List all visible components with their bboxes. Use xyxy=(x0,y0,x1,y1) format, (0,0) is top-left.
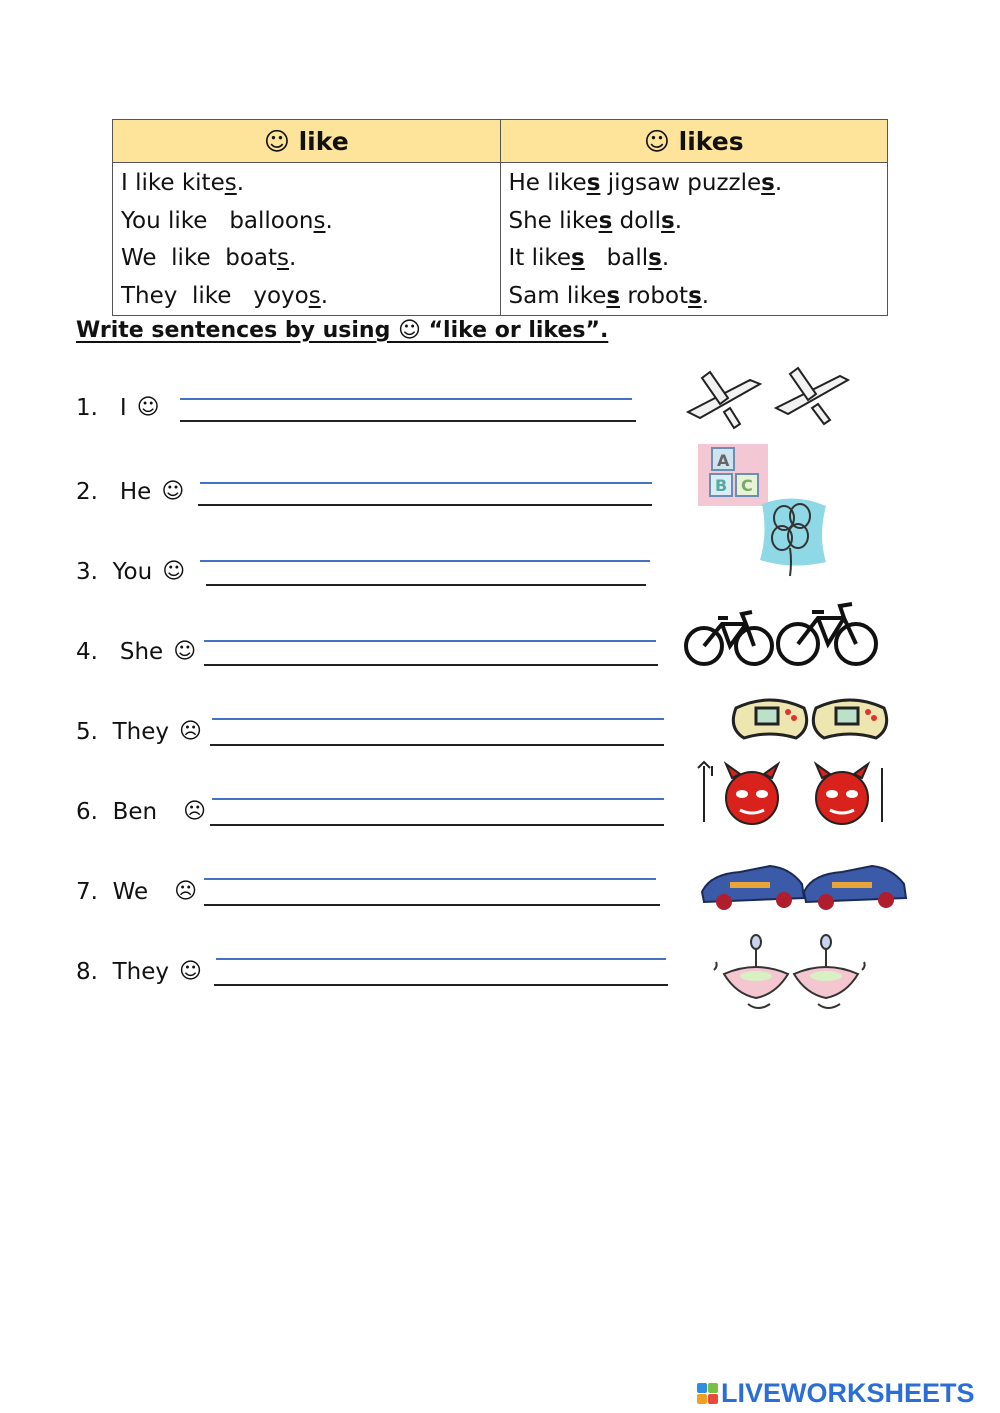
frown-icon: ☹ xyxy=(183,799,207,824)
smiley-icon: ☺ xyxy=(136,395,160,420)
smiley-icon: ☺ xyxy=(263,126,290,156)
answer-line xyxy=(198,482,652,506)
answer-line xyxy=(204,882,660,906)
example-sentence: They like yoyos. xyxy=(121,282,329,309)
instruction-heading: Write sentences by using ☺ “like or likes”. xyxy=(76,318,609,343)
liveworksheets-logo-icon xyxy=(697,1383,718,1404)
smiley-icon: ☺ xyxy=(643,126,670,156)
question-label: 6. Ben ☹ xyxy=(76,799,207,825)
question-row-1 xyxy=(76,362,676,422)
smiley-icon: ☺ xyxy=(161,479,185,504)
header-likes-word: likes xyxy=(678,126,744,156)
example-sentence: He likes jigsaw puzzles. xyxy=(508,170,783,196)
smiley-icon: ☺ xyxy=(162,559,186,584)
like-examples-cell xyxy=(113,163,501,316)
answer-line xyxy=(210,722,664,746)
question-label: 8. They ☺ xyxy=(76,959,202,985)
question-row-2 xyxy=(76,446,676,506)
svg-text:A: A xyxy=(717,451,730,470)
question-row-7 xyxy=(76,846,676,906)
header-likes xyxy=(500,120,888,163)
example-sentence: You like balloons. xyxy=(121,207,333,234)
toy-airplanes-image xyxy=(680,358,870,432)
question-label: 1. I ☺ xyxy=(76,395,160,421)
answer-input-7[interactable] xyxy=(204,878,656,880)
header-like-word: like xyxy=(298,126,349,156)
example-sentence: It likes balls. xyxy=(508,245,670,271)
example-sentence: Sam likes robots. xyxy=(508,282,710,309)
question-row-5 xyxy=(76,686,676,746)
question-label: 2. He ☺ xyxy=(76,479,185,505)
example-sentence: We like boats. xyxy=(121,245,297,271)
grammar-table xyxy=(112,119,888,316)
example-sentence: I like kites. xyxy=(121,170,245,196)
answer-line xyxy=(180,398,636,422)
svg-text:C: C xyxy=(741,476,753,495)
question-row-4 xyxy=(76,606,676,666)
question-row-6 xyxy=(76,766,676,826)
question-label: 5. They ☹ xyxy=(76,719,202,745)
question-row-3 xyxy=(76,526,676,586)
toy-cars-image xyxy=(700,860,908,914)
frown-icon: ☹ xyxy=(178,719,202,744)
liveworksheets-wordmark: LIVEWORKSHEETS xyxy=(721,1377,975,1408)
answer-input-8[interactable] xyxy=(216,958,666,960)
question-label: 3. You ☺ xyxy=(76,559,186,585)
bicycles-image xyxy=(682,600,882,672)
answer-line xyxy=(214,962,668,986)
smiley-icon: ☺ xyxy=(178,959,202,984)
question-label: 4. She ☺ xyxy=(76,639,197,665)
smiley-icon: ☺ xyxy=(173,639,197,664)
answer-line xyxy=(206,562,646,586)
answer-line xyxy=(210,802,664,826)
header-like xyxy=(113,120,501,163)
devils-image xyxy=(696,760,892,832)
answer-input-5[interactable] xyxy=(212,718,664,720)
video-game-controllers-image xyxy=(730,694,892,744)
svg-text:B: B xyxy=(715,476,728,495)
question-row-8 xyxy=(76,926,676,986)
balloons-image xyxy=(756,496,830,580)
example-sentence: She likes dolls. xyxy=(508,207,683,234)
likes-examples-cell xyxy=(500,163,888,316)
answer-input-6[interactable] xyxy=(212,798,664,800)
frown-icon: ☹ xyxy=(174,879,198,904)
spinning-tops-image xyxy=(712,932,870,1012)
question-label: 7. We ☹ xyxy=(76,879,198,905)
liveworksheets-watermark xyxy=(697,1376,975,1410)
answer-line xyxy=(204,642,658,666)
